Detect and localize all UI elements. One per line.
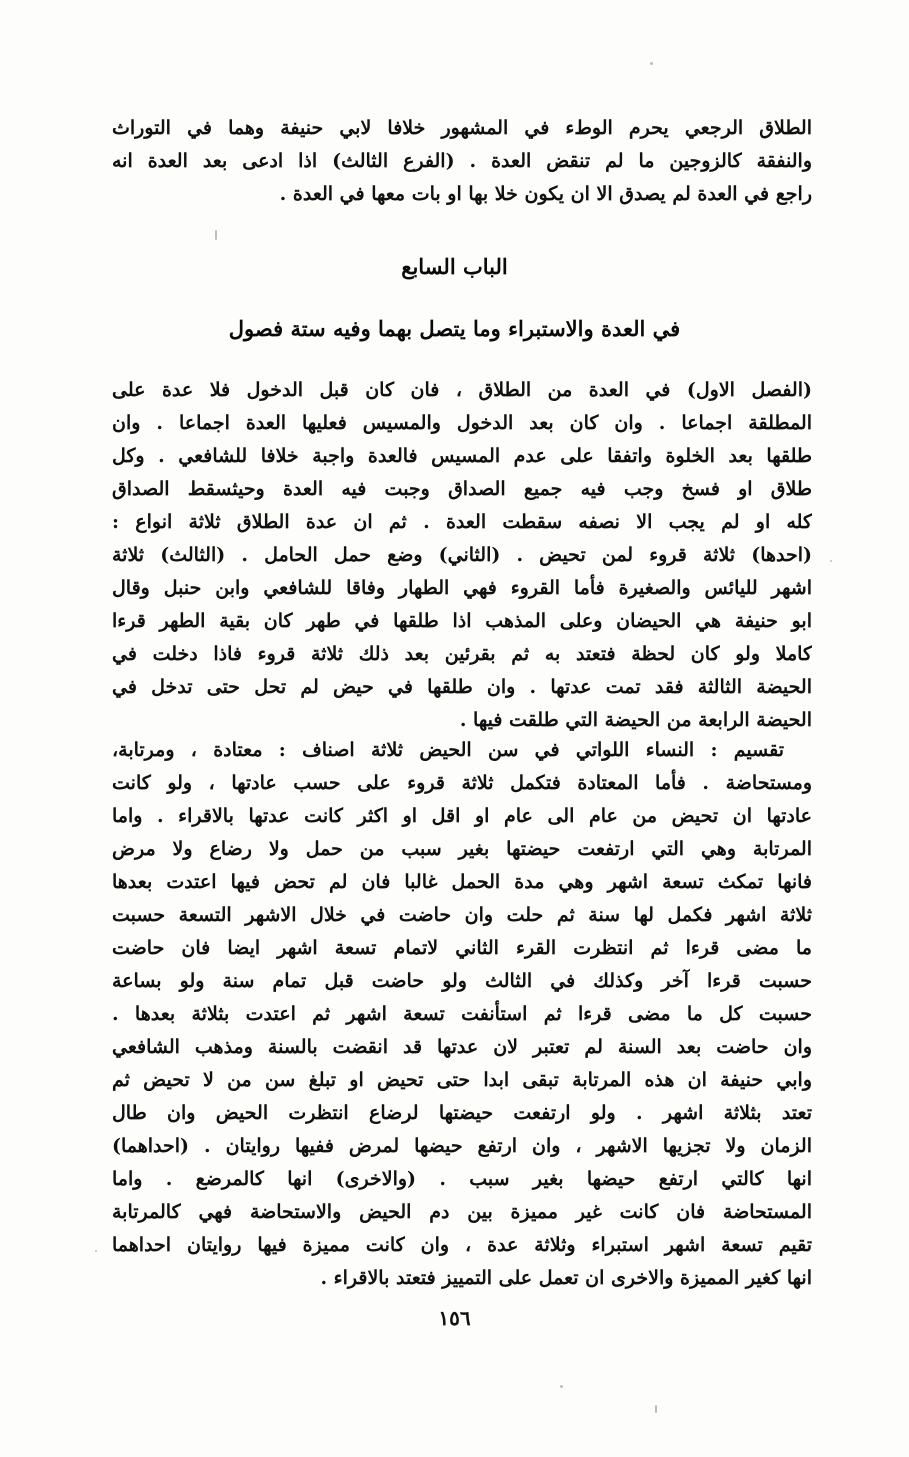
text-line: المرتابة وهي التي ارتفعت حيضتها بغير سبب من حمل ولا رضاع ولا مرض [112,838,812,860]
scan-speckle [655,1405,657,1413]
scan-speckle [650,62,653,65]
text-line: ما مضى قرءا ثم انتظرت القرء الثاني لاتمام تسعة اشهر ايضا فان حاضت [112,937,812,959]
text-line: ثلاثة اشهر فكمل لها سنة ثم حلت وان حاضت في خلال الاشهر التسعة حسبت [112,904,812,926]
text-line: وان حاضت بعد السنة لم تعتبر لان عدتها قد انقضت بالسنة ومذهب الشافعي [112,1036,812,1058]
text-line: تقسيم : النساء اللواتي في سن الحيض ثلاثة اصناف : معتادة ، ومرتابة، [112,739,784,761]
text-line: حسبت كل ما مضى قرءا ثم استأنفت تسعة اشهر ثم اعتدت بثلاثة بعدها . [112,1003,812,1025]
text-line: ومستحاضة . فأما المعتادة فتكمل ثلاثة قروء على حسب عادتها ، ولو كانت [112,772,812,794]
section-one-paragraph [112,374,812,737]
text-line: وابي حنيفة ان هذه المرتابة تبقى ابدا حتى تحيض او تبلغ سن من لا تحيض ثم [112,1069,812,1091]
scan-speckle [560,1385,563,1388]
text-line: المطلقة اجماعا . وان كان بعد الدخول والمسيس فعليها العدة اجماعا . وان [112,412,812,434]
text-line: ابو حنيفة هي الحيضان وعلى المذهب اذا طلقها في طهر كان بقية الطهر قرءا [112,610,812,632]
text-line: حسبت قرءا آخر وكذلك في الثالث ولو حاضت قبل تمام سنة ولو بساعة [112,970,812,992]
scan-speckle [215,230,217,240]
text-line: المستحاضة فان كانت غير مميزة بين دم الحيض والاستحاضة فهي كالمرتابة [112,1201,812,1223]
text-line: (احدها) ثلاثة قروء لمن تحيض . (الثاني) وضع حمل الحامل . (الثالث) ثلاثة [112,544,812,566]
text-line: كاملا ولو كان لحظة فتعتد به ثم بقرئين بعد ذلك ثلاثة قروء فاذا دخلت في [112,643,812,665]
text-line: طلاق او فسخ وجب فيه جميع الصداق وجبت فيه العدة وحيثسقط الصداق [112,478,812,500]
chapter-subheading: في العدة والاستبراء وما يتصل بهما وفيه ستة فصول [228,316,681,341]
section-two-paragraph [112,734,812,1295]
text-line: فانها تمكث تسعة اشهر وهي مدة الحمل غالبا فان لم تحض فيها اعتدت بعدها [112,871,812,893]
text-line: تعتد بثلاثة اشهر . ولو ارتفعت حيضتها لرضاع انتظرت الحيض وان طال [112,1102,812,1124]
intro-paragraph [112,112,812,211]
text-line: راجع في العدة لم يصدق الا ان يكون خلا بها او بات معها في العدة . [279,183,812,205]
text-line: عادتها ان تحيض من عام الى عام او اقل او اكثر كانت عدتها بالاقراء . واما [112,805,812,827]
text-line: الطلاق الرجعي يحرم الوطء في المشهور خلافا لابي حنيفة وهما في التوراث [112,117,812,139]
text-line: الزمان ولا تجزيها الاشهر ، وان ارتفع حيضها لمرض ففيها روايتان . (احداهما) [112,1135,812,1157]
text-line: الحيضة الرابعة من الحيضة التي طلقت فيها . [459,709,812,731]
text-line: كله او لم يجب الا نصفه سقطت العدة . ثم ان عدة الطلاق ثلاثة انواع : [112,511,812,533]
text-line: طلقها بعد الخلوة واتفقا على عدم المسيس فالعدة واجبة خلافا للشافعي . وكل [112,445,812,467]
scan-speckle [830,560,832,562]
text-line: الحيضة الثالثة فقد تمت عدتها . وان طلقها في حيض لم تحل حتى تدخل في [112,676,812,698]
text-line: اشهر لليائس والصغيرة فأما القروء فهي الطهار وفاقا للشافعي وابن حنبل وقال [112,577,812,599]
page-number: ١٥٦ [438,1306,471,1330]
text-line: والنفقة كالزوجين ما لم تنقض العدة . (الفرع الثالث) اذا ادعى بعد العدة انه [112,150,812,172]
chapter-heading: الباب السابع [401,254,508,279]
text-line: (الفصل الاول) في العدة من الطلاق ، فان كان قبل الدخول فلا عدة على [112,379,812,401]
text-line: انها كالتي ارتفع حيضها بغير سبب . (والاخرى) انها كالمرضع . واما [112,1168,812,1190]
scan-speckle [95,1250,97,1252]
text-line: تقيم تسعة اشهر استبراء وثلاثة عدة ، وان كانت مميزة فيها روايتان احداهما [112,1234,812,1256]
text-line: انها كغير المميزة والاخرى ان تعمل على التمييز فتعتد بالاقراء . [320,1267,812,1289]
